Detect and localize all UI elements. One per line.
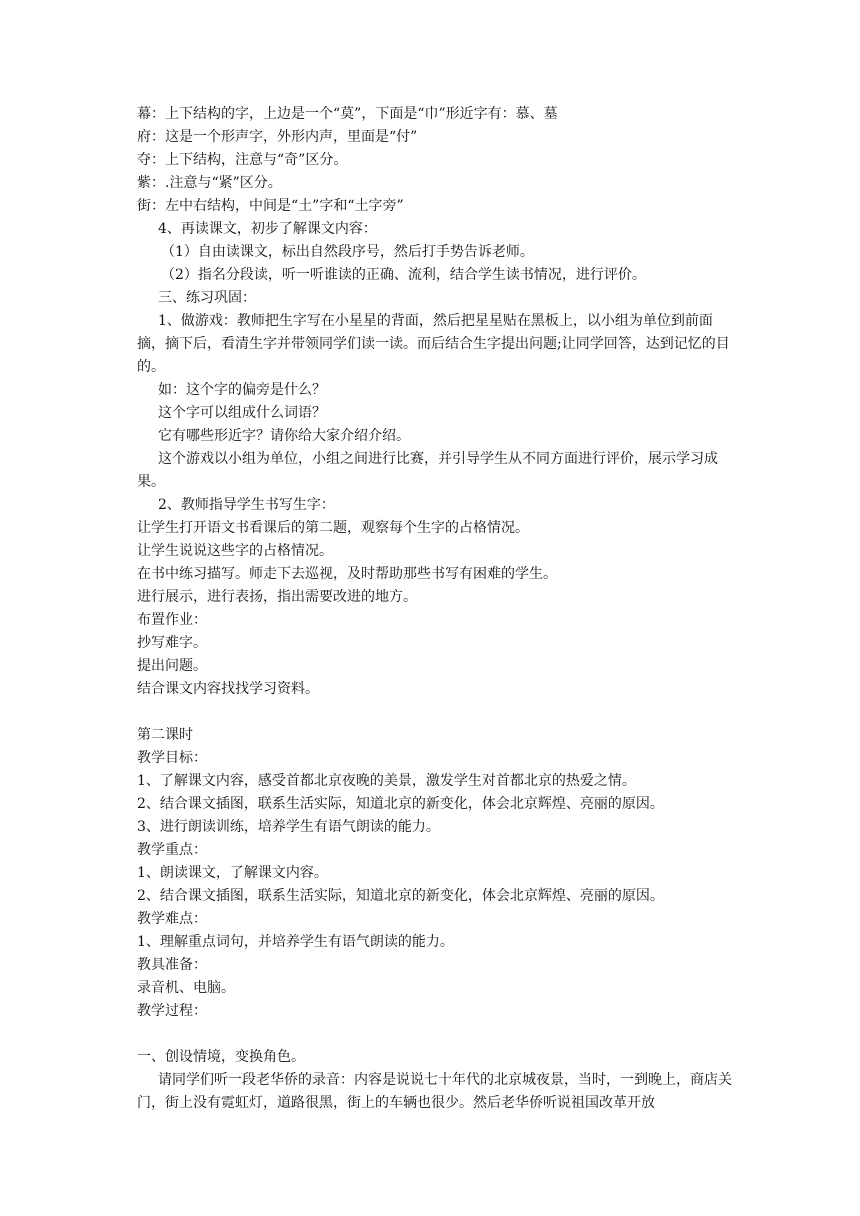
char-note-zi: 紫：.注意与“紧”区分。 [137,175,282,191]
paragraph: 它有哪些形近字？请你给大家介绍介绍。 [158,428,410,444]
section-heading: 一、创设情境，变换角色。 [137,1049,305,1065]
paragraph: 请同学们听一段老华侨的录音：内容是说说七十年代的北京城夜景，当时，一到晚上，商店关门，街上没有霓虹灯，道路很黑，街上的车辆也很少。然后老华侨听说祖国改革开放 [137,1072,732,1111]
key-points-heading: 教学重点： [137,842,207,858]
difficulty-heading: 教学难点： [137,911,207,927]
blank-line [137,701,740,724]
step-heading: 2、教师指导学生书写生字： [158,497,335,513]
section-heading: 三、练习巩固： [158,290,256,306]
step-item: （1）自由读课文，标出自然段序号，然后打手势告诉老师。 [161,244,534,260]
blank-line [137,1023,740,1046]
homework-heading: 布置作业： [137,612,207,628]
goal-item: 3、进行朗读训练，培养学生有语气朗读的能力。 [137,819,440,835]
difficulty-item: 1、理解重点词句，并培养学生有语气朗读的能力。 [137,934,454,950]
paragraph: 让学生说说这些字的占格情况。 [137,543,333,559]
paragraph: 如：这个字的偏旁是什么？ [158,382,326,398]
char-note-duo: 夺：上下结构，注意与“奇”区分。 [137,152,348,168]
paragraph: 在书中练习描写。师走下去巡视，及时帮助那些书写有困难的学生。 [137,566,557,582]
step-item: （2）指名分段读，听一听谁读的正确、流利，结合学生读书情况，进行评价。 [161,267,646,283]
paragraph: 1、做游戏：教师把生字写在小星星的背面，然后把星星贴在黑板上，以小组为单位到前面摘，摘下后，看清生字并带领同学们读一读。而后结合生字提出问题;让同学回答，达到记忆的目的。 [137,313,730,375]
homework-item: 提出问题。 [137,658,207,674]
materials-item: 录音机、电脑。 [137,980,235,996]
char-note-mu: 幕：上下结构的字，上边是一个“莫”，下面是“巾”形近字有：慕、墓 [137,106,558,122]
document-body [137,103,740,1115]
materials-heading: 教具准备： [137,957,207,973]
goal-item: 2、结合课文插图，联系生活实际，知道北京的新变化，体会北京辉煌、亮丽的原因。 [137,796,664,812]
paragraph: 进行展示，进行表扬，指出需要改进的地方。 [137,589,417,605]
paragraph: 这个游戏以小组为单位，小组之间进行比赛，并引导学生从不同方面进行评价，展示学习成果。 [137,451,718,490]
goal-item: 1、了解课文内容，感受首都北京夜晚的美景，激发学生对首都北京的热爱之情。 [137,773,636,789]
char-note-jie: 街：左中右结构，中间是“土”字和“土字旁” [137,198,404,214]
step-heading: 4、再读课文，初步了解课文内容： [158,221,377,237]
key-point-item: 1、朗读课文，了解课文内容。 [137,865,328,881]
paragraph: 让学生打开语文书看课后的第二题，观察每个生字的占格情况。 [137,520,529,536]
lesson-title: 第二课时 [137,727,193,743]
key-point-item: 2、结合课文插图，联系生活实际，知道北京的新变化，体会北京辉煌、亮丽的原因。 [137,888,664,904]
homework-item: 抄写难字。 [137,635,207,651]
char-note-fu: 府：这是一个形声字，外形内声，里面是“付” [137,129,418,145]
goals-heading: 教学目标： [137,750,207,766]
paragraph: 这个字可以组成什么词语？ [158,405,326,421]
homework-item: 结合课文内容找找学习资料。 [137,681,319,697]
process-heading: 教学过程： [137,1003,207,1019]
